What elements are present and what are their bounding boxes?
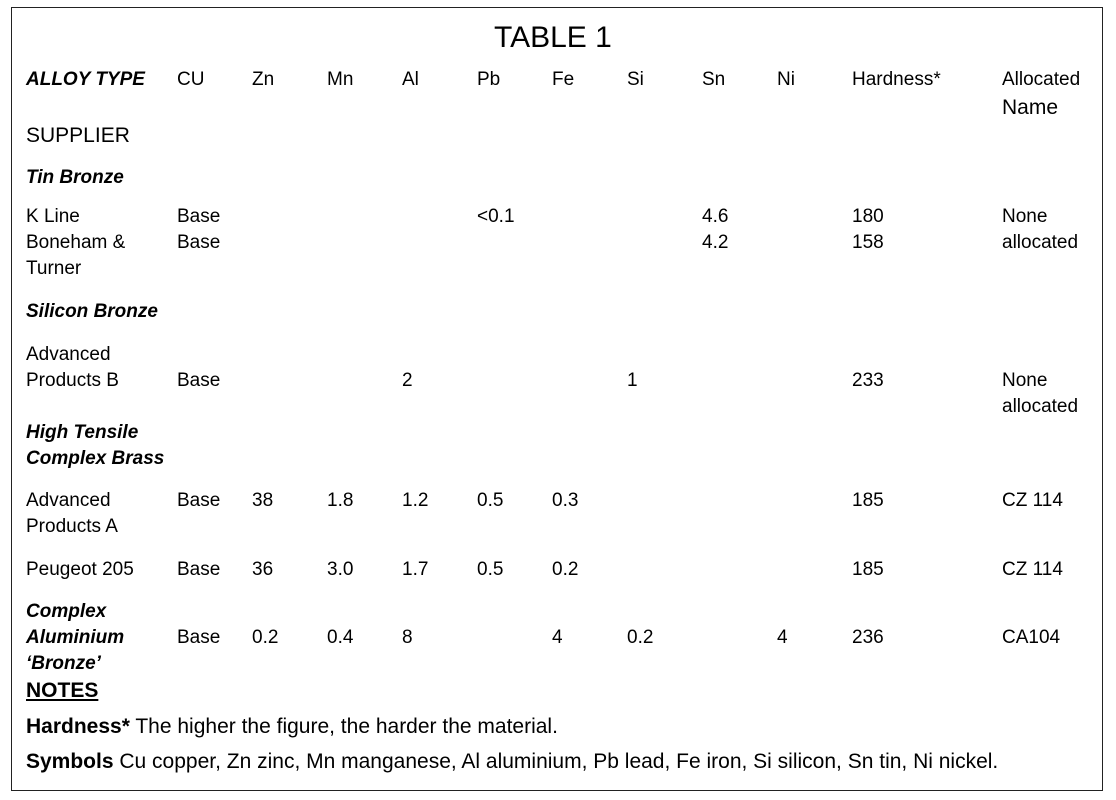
cell-hardness: 185 <box>852 490 884 511</box>
note-hardness-label: Hardness* <box>26 715 130 738</box>
notes-heading: NOTES <box>26 679 99 702</box>
cell-hardness: 236 <box>852 627 884 648</box>
cell-cu: Base <box>177 206 221 227</box>
cell-ni: 4 <box>777 627 788 648</box>
group-title-tin-bronze: Tin Bronze <box>26 167 124 188</box>
group-title-al-bronze: ‘Bronze’ <box>26 653 101 674</box>
cell-fe: 0.3 <box>552 490 579 511</box>
cell-supplier: K Line <box>26 206 80 227</box>
header-ni: Ni <box>777 69 795 90</box>
cell-cu: Base <box>177 627 221 648</box>
cell-supplier: Boneham & <box>26 232 126 253</box>
cell-allocated-name: CZ 114 <box>1002 559 1063 580</box>
cell-fe: 4 <box>552 627 563 648</box>
document-page <box>11 7 1103 791</box>
group-title-al-bronze: Complex <box>26 601 107 622</box>
note-symbols-text: Cu copper, Zn zinc, Mn manganese, Al aluminium, Pb lead, Fe iron, Si silicon, Sn tin, Ni nickel. <box>113 750 999 773</box>
cell-pb: <0.1 <box>477 206 515 227</box>
cell-supplier: Turner <box>26 258 82 279</box>
header-si: Si <box>627 69 644 90</box>
cell-al: 2 <box>402 370 413 391</box>
cell-hardness: 180 <box>852 206 884 227</box>
cell-mn: 1.8 <box>327 490 354 511</box>
cell-zn: 38 <box>252 490 274 511</box>
cell-si: 0.2 <box>627 627 654 648</box>
cell-allocated-name: None <box>1002 370 1048 391</box>
cell-sn: 4.2 <box>702 232 729 253</box>
cell-hardness: 233 <box>852 370 884 391</box>
cell-cu: Base <box>177 559 221 580</box>
cell-al: 8 <box>402 627 413 648</box>
cell-al: 1.2 <box>402 490 429 511</box>
cell-pb: 0.5 <box>477 559 504 580</box>
cell-cu: Base <box>177 370 221 391</box>
cell-hardness: 185 <box>852 559 884 580</box>
note-hardness <box>26 714 558 740</box>
header-sn: Sn <box>702 69 726 90</box>
cell-allocated-name: None <box>1002 206 1048 227</box>
cell-hardness: 158 <box>852 232 884 253</box>
table-title: TABLE 1 <box>494 21 612 54</box>
header-cu: CU <box>177 69 205 90</box>
header-al: Al <box>402 69 419 90</box>
header-mn: Mn <box>327 69 354 90</box>
cell-zn: 36 <box>252 559 274 580</box>
cell-cu: Base <box>177 232 221 253</box>
header-alloy-type: ALLOY TYPE <box>26 69 145 90</box>
cell-supplier: Peugeot 205 <box>26 559 134 580</box>
cell-fe: 0.2 <box>552 559 579 580</box>
group-title-ht-brass: Complex Brass <box>26 448 165 469</box>
cell-al: 1.7 <box>402 559 429 580</box>
header-pb: Pb <box>477 69 501 90</box>
cell-mn: 3.0 <box>327 559 354 580</box>
cell-cu: Base <box>177 490 221 511</box>
group-title-al-bronze: Aluminium <box>26 627 125 648</box>
cell-zn: 0.2 <box>252 627 279 648</box>
note-symbols <box>26 749 998 775</box>
header-allocated: Allocated <box>1002 69 1081 90</box>
header-fe: Fe <box>552 69 575 90</box>
cell-allocated-name: CA104 <box>1002 627 1061 648</box>
cell-pb: 0.5 <box>477 490 504 511</box>
cell-sn: 4.6 <box>702 206 729 227</box>
header-supplier: SUPPLIER <box>26 124 130 147</box>
group-title-ht-brass: High Tensile <box>26 422 139 443</box>
cell-allocated-name: CZ 114 <box>1002 490 1063 511</box>
header-zn: Zn <box>252 69 275 90</box>
group-title-silicon-bronze: Silicon Bronze <box>26 301 158 322</box>
header-hardness: Hardness* <box>852 69 941 90</box>
note-hardness-text: The higher the figure, the harder the material. <box>129 715 558 738</box>
cell-si: 1 <box>627 370 638 391</box>
cell-supplier: Advanced <box>26 490 111 511</box>
cell-supplier: Advanced <box>26 344 111 365</box>
cell-allocated-name: allocated <box>1002 396 1079 417</box>
note-symbols-label: Symbols <box>26 750 114 773</box>
cell-mn: 0.4 <box>327 627 354 648</box>
cell-supplier: Products A <box>26 516 118 537</box>
header-name: Name <box>1002 96 1059 119</box>
cell-allocated-name: allocated <box>1002 232 1079 253</box>
cell-supplier: Products B <box>26 370 119 391</box>
